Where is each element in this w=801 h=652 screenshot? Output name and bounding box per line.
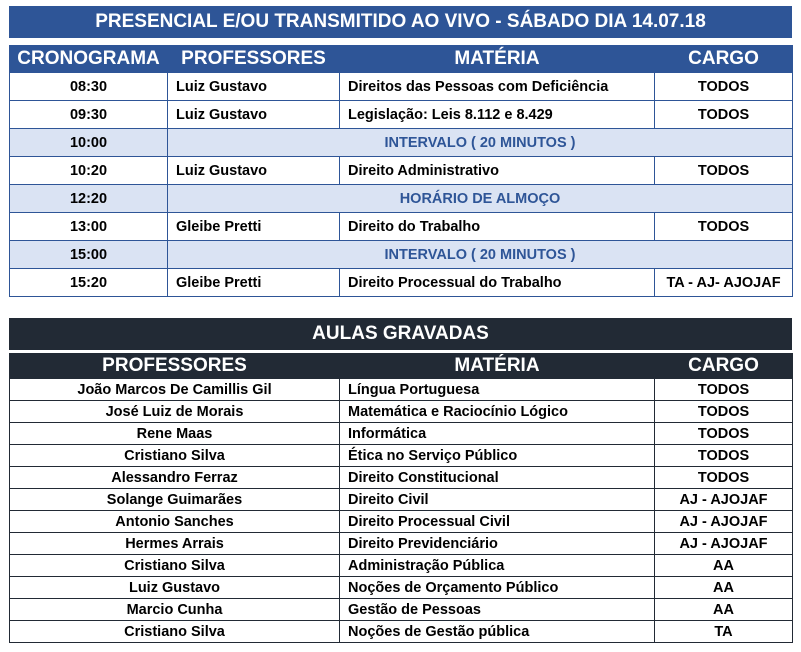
- subject-cell: Direito Previdenciário: [340, 533, 655, 555]
- subject-cell: Direito Civil: [340, 489, 655, 511]
- lunch-label: HORÁRIO DE ALMOÇO: [168, 185, 793, 213]
- teacher-cell: Cristiano Silva: [10, 621, 340, 643]
- teacher-cell: Gleibe Pretti: [168, 269, 340, 297]
- teacher-cell: Hermes Arrais: [10, 533, 340, 555]
- role-cell: TA - AJ- AJOJAF: [655, 269, 793, 297]
- time-cell: 15:20: [10, 269, 168, 297]
- subject-cell: Ética no Serviço Público: [340, 445, 655, 467]
- role-cell: TODOS: [655, 213, 793, 241]
- schedule-row: [10, 73, 793, 101]
- recorded-classes-table: [9, 353, 793, 643]
- teacher-cell: Rene Maas: [10, 423, 340, 445]
- recorded-row: [10, 423, 793, 445]
- recorded-row: [10, 445, 793, 467]
- schedule-row: [10, 101, 793, 129]
- live-header-row: [10, 46, 793, 73]
- recorded-row: [10, 467, 793, 489]
- break-row: [10, 129, 793, 157]
- subject-cell: Gestão de Pessoas: [340, 599, 655, 621]
- recorded-row: [10, 577, 793, 599]
- teacher-cell: Cristiano Silva: [10, 555, 340, 577]
- role-cell: AJ - AJOJAF: [655, 511, 793, 533]
- subject-cell: Direito Administrativo: [340, 157, 655, 185]
- subject-cell: Administração Pública: [340, 555, 655, 577]
- header-role: CARGO: [655, 46, 793, 73]
- header-teachers: PROFESSORES: [168, 46, 340, 73]
- teacher-cell: Antonio Sanches: [10, 511, 340, 533]
- role-cell: TODOS: [655, 445, 793, 467]
- recorded-row: [10, 555, 793, 577]
- header-schedule: CRONOGRAMA: [10, 46, 168, 73]
- role-cell: TA: [655, 621, 793, 643]
- subject-cell: Direito Processual Civil: [340, 511, 655, 533]
- subject-cell: Direitos das Pessoas com Deficiência: [340, 73, 655, 101]
- subject-cell: Direito do Trabalho: [340, 213, 655, 241]
- time-cell: 10:00: [10, 129, 168, 157]
- header-subject: MATÉRIA: [340, 46, 655, 73]
- recorded-row: [10, 599, 793, 621]
- subject-cell: Legislação: Leis 8.112 e 8.429: [340, 101, 655, 129]
- teacher-cell: João Marcos De Camillis Gil: [10, 379, 340, 401]
- teacher-cell: Solange Guimarães: [10, 489, 340, 511]
- recorded-header-row: [10, 354, 793, 379]
- live-schedule-table: [9, 45, 793, 297]
- role-cell: AJ - AJOJAF: [655, 533, 793, 555]
- live-schedule-banner: PRESENCIAL E/OU TRANSMITIDO AO VIVO - SÁBADO DIA 14.07.18: [9, 6, 792, 38]
- subject-cell: Noções de Orçamento Público: [340, 577, 655, 599]
- teacher-cell: José Luiz de Morais: [10, 401, 340, 423]
- recorded-row: [10, 511, 793, 533]
- subject-cell: Direito Processual do Trabalho: [340, 269, 655, 297]
- role-cell: AA: [655, 599, 793, 621]
- role-cell: TODOS: [655, 401, 793, 423]
- teacher-cell: Cristiano Silva: [10, 445, 340, 467]
- recorded-row: [10, 533, 793, 555]
- role-cell: AA: [655, 555, 793, 577]
- subject-cell: Língua Portuguesa: [340, 379, 655, 401]
- schedule-row: [10, 269, 793, 297]
- lunch-row: [10, 185, 793, 213]
- role-cell: AA: [655, 577, 793, 599]
- schedule-row: [10, 157, 793, 185]
- subject-cell: Noções de Gestão pública: [340, 621, 655, 643]
- subject-cell: Informática: [340, 423, 655, 445]
- header-teachers: PROFESSORES: [10, 354, 340, 379]
- subject-cell: Matemática e Raciocínio Lógico: [340, 401, 655, 423]
- teacher-cell: Alessandro Ferraz: [10, 467, 340, 489]
- role-cell: TODOS: [655, 101, 793, 129]
- header-subject: MATÉRIA: [340, 354, 655, 379]
- recorded-classes-banner: AULAS GRAVADAS: [9, 318, 792, 350]
- time-cell: 08:30: [10, 73, 168, 101]
- role-cell: TODOS: [655, 467, 793, 489]
- teacher-cell: Luiz Gustavo: [168, 157, 340, 185]
- role-cell: TODOS: [655, 73, 793, 101]
- role-cell: AJ - AJOJAF: [655, 489, 793, 511]
- time-cell: 10:20: [10, 157, 168, 185]
- teacher-cell: Marcio Cunha: [10, 599, 340, 621]
- time-cell: 13:00: [10, 213, 168, 241]
- teacher-cell: Gleibe Pretti: [168, 213, 340, 241]
- teacher-cell: Luiz Gustavo: [10, 577, 340, 599]
- header-role: CARGO: [655, 354, 793, 379]
- teacher-cell: Luiz Gustavo: [168, 73, 340, 101]
- recorded-row: [10, 379, 793, 401]
- subject-cell: Direito Constitucional: [340, 467, 655, 489]
- time-cell: 12:20: [10, 185, 168, 213]
- schedule-row: [10, 213, 793, 241]
- break-label: INTERVALO ( 20 MINUTOS ): [168, 129, 793, 157]
- role-cell: TODOS: [655, 157, 793, 185]
- teacher-cell: Luiz Gustavo: [168, 101, 340, 129]
- recorded-row: [10, 401, 793, 423]
- role-cell: TODOS: [655, 379, 793, 401]
- role-cell: TODOS: [655, 423, 793, 445]
- break-row: [10, 241, 793, 269]
- time-cell: 09:30: [10, 101, 168, 129]
- time-cell: 15:00: [10, 241, 168, 269]
- recorded-row: [10, 489, 793, 511]
- break-label: INTERVALO ( 20 MINUTOS ): [168, 241, 793, 269]
- recorded-row: [10, 621, 793, 643]
